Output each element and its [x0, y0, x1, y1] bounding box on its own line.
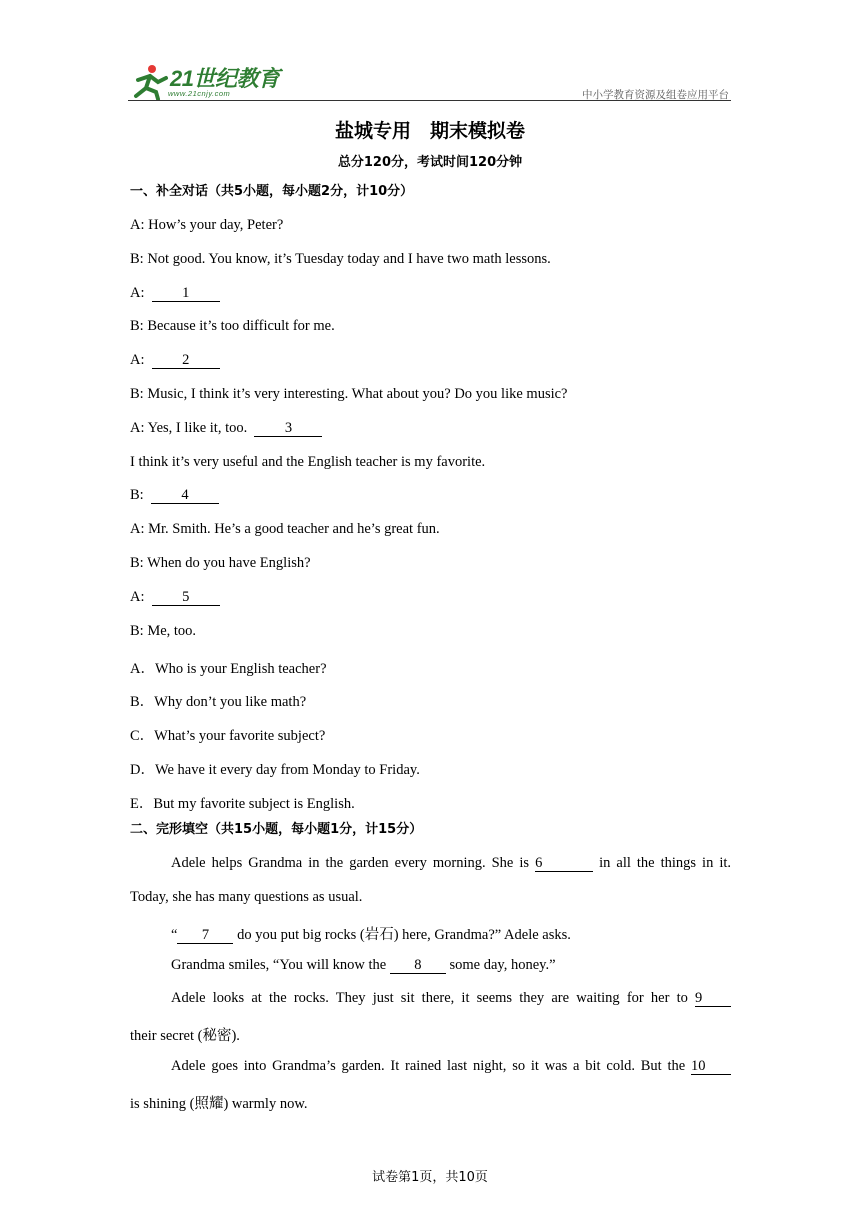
dialogue-line-9 [130, 487, 219, 504]
cloze-blank-8[interactable]: 8 [390, 958, 446, 974]
header-platform-text: 中小学教育资源及组卷应用平台 [582, 89, 729, 101]
cloze-text: Grandma smiles, “You will know the [171, 957, 387, 973]
section2-heading: 二、完形填空（共15小题，每小题1分，计15分） [130, 822, 423, 837]
dialogue-line-6: B: Music, I think it’s very interesting. What about you? Do you like music? [130, 386, 568, 402]
answer-blank-4[interactable]: 4 [151, 488, 219, 504]
cloze-blank-6[interactable]: 6 [535, 856, 593, 872]
page-title: 盐城专用 期末模拟卷 [334, 120, 525, 142]
speaker-label: A: [130, 285, 145, 301]
option-e: E．But my favorite subject is English. [130, 796, 355, 812]
cloze-text: Adele looks at the rocks. They just sit there, it seems they are waiting for her to [171, 990, 688, 1006]
running-figure-icon [128, 62, 172, 100]
cloze-paragraph-3 [171, 957, 556, 974]
dialogue-line-1: A: How’s your day, Peter? [130, 217, 284, 233]
speaker-label: B: [130, 487, 144, 503]
cloze-paragraph-4-line-1 [171, 990, 731, 1007]
cloze-paragraph-2 [171, 923, 571, 944]
speaker-label: A: [130, 352, 145, 368]
dialogue-line-13: B: Me, too. [130, 623, 197, 639]
page-footer: 试卷第1页，共10页 [372, 1170, 488, 1185]
cloze-blank-10[interactable]: 10 [691, 1059, 731, 1075]
option-c: C．What’s your favorite subject? [130, 728, 326, 744]
cloze-blank-7[interactable]: 7 [177, 928, 233, 944]
header-divider [128, 100, 731, 101]
cloze-paragraph-1-line-1 [171, 855, 731, 872]
option-d: D．We have it every day from Monday to Friday. [130, 762, 420, 778]
cloze-paragraph-4-line-2: their secret (秘密). [130, 1028, 240, 1044]
dialogue-line-12 [130, 589, 220, 606]
answer-blank-5[interactable]: 5 [152, 590, 220, 606]
answer-blank-3[interactable]: 3 [254, 421, 322, 437]
cloze-text: Adele goes into Grandma’s garden. It rained last night, so it was a bit cold. But the [171, 1058, 686, 1074]
logo-url: www.21cnjy.com [168, 89, 231, 98]
page-subtitle: 总分120分，考试时间120分钟 [337, 155, 523, 170]
dialogue-line-7 [130, 420, 322, 437]
cloze-text: “ [171, 927, 178, 943]
cloze-paragraph-1-line-2: Today, she has many questions as usual. [130, 889, 363, 905]
option-b: B．Why don’t you like math? [130, 694, 307, 710]
cloze-paragraph-5-line-2: is shining (照耀) warmly now. [130, 1096, 308, 1112]
dialogue-line-4: B: Because it’s too difficult for me. [130, 318, 335, 334]
cloze-text: Adele helps Grandma in the garden every morning. She is [171, 855, 530, 871]
logo-text: 21世纪教育 [170, 66, 280, 91]
dialogue-text: A: Yes, I like it, too. [130, 420, 248, 436]
speaker-label: A: [130, 589, 145, 605]
dialogue-line-3 [130, 285, 220, 302]
cloze-paragraph-5-line-1 [171, 1058, 731, 1075]
dialogue-line-5 [130, 352, 220, 369]
cloze-text: do you put big rocks (岩石) here, Grandma?” Adele asks. [237, 927, 571, 943]
cloze-text: some day, honey.” [449, 957, 556, 973]
cloze-blank-9[interactable]: 9 [695, 991, 731, 1007]
dialogue-line-10: A: Mr. Smith. He’s a good teacher and he’s great fun. [130, 521, 440, 537]
option-a: A．Who is your English teacher? [130, 661, 327, 677]
answer-blank-2[interactable]: 2 [152, 353, 220, 369]
cloze-text: in all the things in it. [599, 855, 732, 871]
dialogue-line-11: B: When do you have English? [130, 555, 311, 571]
dialogue-line-8: I think it’s very useful and the English teacher is my favorite. [130, 454, 486, 470]
dialogue-line-2: B: Not good. You know, it’s Tuesday today and I have two math lessons. [130, 251, 551, 267]
section1-heading: 一、补全对话（共5小题，每小题2分，计10分） [130, 184, 414, 199]
answer-blank-1[interactable]: 1 [152, 286, 220, 302]
